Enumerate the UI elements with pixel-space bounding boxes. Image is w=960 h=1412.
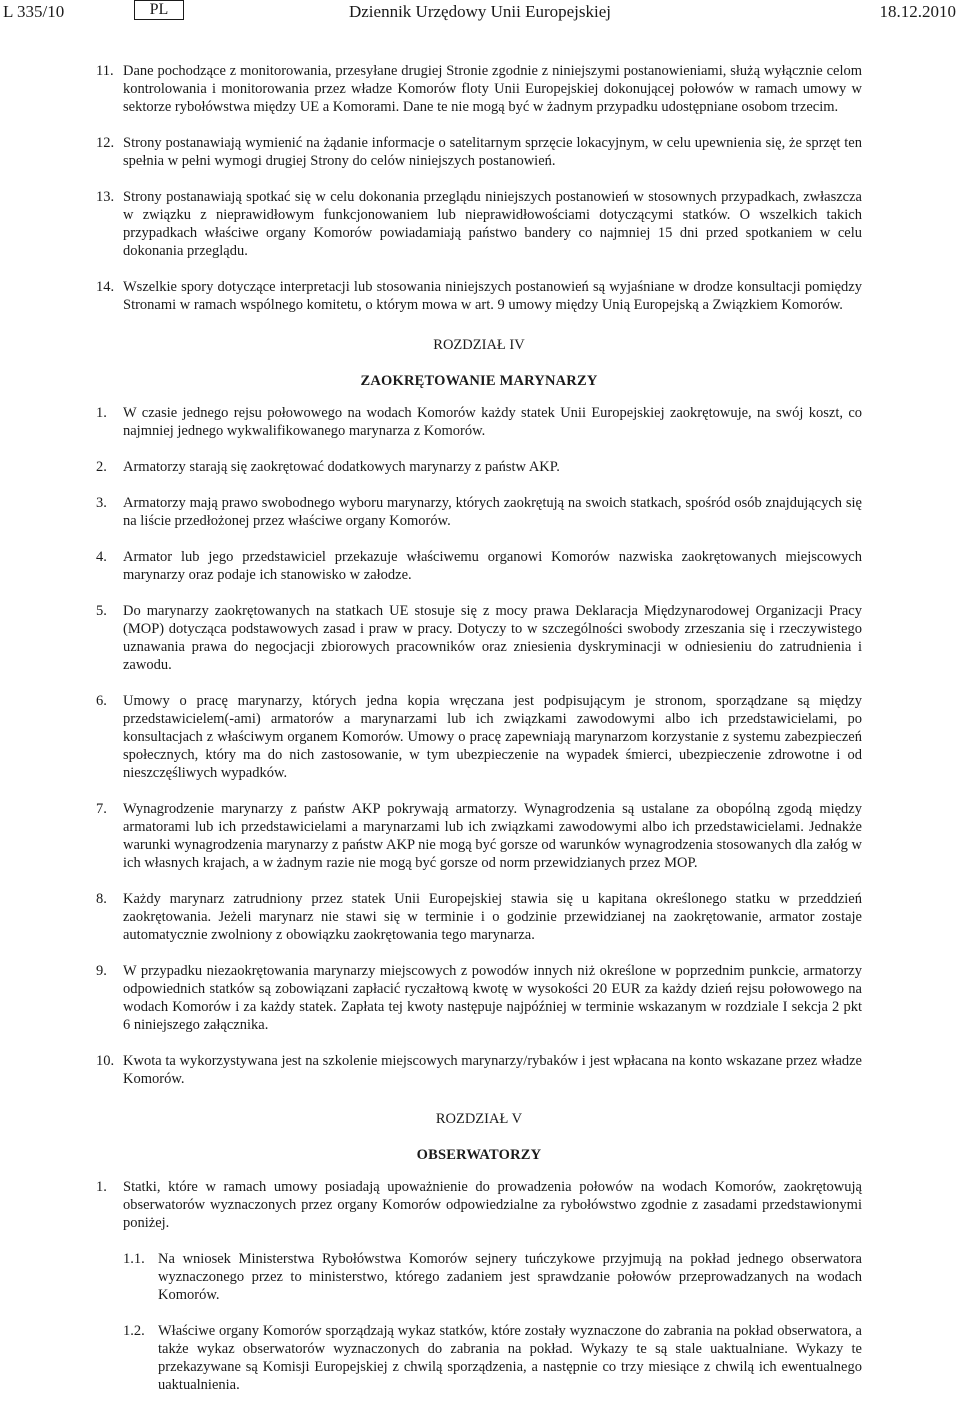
paragraph-number: 4. bbox=[96, 549, 107, 565]
paragraph bbox=[96, 692, 862, 782]
page-header bbox=[0, 0, 960, 26]
paragraph-text: Armatorzy starają się zaokrętować dodatkowych marynarzy z państw AKP. bbox=[123, 459, 560, 475]
paragraph-text: Armator lub jego przedstawiciel przekazuje właściwemu organowi Komorów nazwiska zaokrętowanych miejscowych marynarzy oraz podaje ich stanowisko w załodze. bbox=[123, 549, 862, 583]
chapter-5-subparagraphs bbox=[96, 1250, 862, 1394]
paragraph bbox=[96, 1052, 862, 1088]
paragraph bbox=[96, 602, 862, 674]
paragraph bbox=[96, 278, 862, 314]
paragraph bbox=[96, 1178, 862, 1232]
chapter-4-title: ZAOKRĘTOWANIE MARYNARZY bbox=[360, 373, 598, 389]
paragraph bbox=[96, 134, 862, 170]
publication-date: 18.12.2010 bbox=[879, 2, 956, 21]
paragraph-text: W czasie jednego rejsu połowowego na wodach Komorów każdy statek Unii Europejskiej zaokrętowuje, na swój koszt, co najmniej jednego wykwalifikowanego marynarza z Komorów. bbox=[123, 405, 862, 439]
top-paragraphs bbox=[96, 62, 862, 314]
paragraph bbox=[96, 890, 862, 944]
paragraph-number: 2. bbox=[96, 459, 107, 475]
paragraph-text: Wynagrodzenie marynarzy z państw AKP pokrywają armatorzy. Wynagrodzenia są ustalane za obopólną zgodą między armatorami lub ich przedstawicielami a marynarzami lub ich związkami zawodowymi albo ich przedstawicielami. Jednakże warunki wynagrodzenia marynarzy z państw AKP nie mogą być gorsze od warunków wynagrodzenia stosowanych dla załóg w ich własnych krajach, a w żadnym razie nie mogą być gorsze od norm przewidzianych przez MOP. bbox=[123, 801, 862, 871]
paragraph-number: 8. bbox=[96, 891, 107, 907]
paragraph-text: Dane pochodzące z monitorowania, przesyłane drugiej Stronie zgodnie z niniejszymi postanowieniami, służą wyłącznie celom kontrolowania i monitorowania przez władze Komorów floty Unii Europejskiej dokonującej połowów w ramach umowy w sektorze rybołówstwa między UE a Komorami. Dane te nie mogą być w żadnym przypadku udostępniane osobom trzecim. bbox=[123, 63, 862, 115]
paragraph-number: 10. bbox=[96, 1053, 115, 1069]
paragraph-text: Strony postanawiają wymienić na żądanie informacje o satelitarnym sprzęcie lokacyjnym, w celu upewnienia się, że sprzęt ten spełnia w pełni wymogi drugiej Strony do celów niniejszych postanowień. bbox=[123, 135, 862, 169]
paragraph-number: 1.2. bbox=[123, 1323, 145, 1339]
document-body bbox=[96, 62, 862, 1412]
chapter-4-paragraphs bbox=[96, 404, 862, 1088]
paragraph-text: Kwota ta wykorzystywana jest na szkolenie miejscowych marynarzy/rybaków i jest wpłacana na konto wskazane przez władze Komorów. bbox=[123, 1053, 862, 1087]
paragraph-number: 14. bbox=[96, 279, 115, 295]
paragraph-number: 1.1. bbox=[123, 1251, 145, 1267]
paragraph-number: 6. bbox=[96, 693, 107, 709]
paragraph-number: 7. bbox=[96, 801, 107, 817]
paragraph bbox=[96, 62, 862, 116]
chapter-5-title: OBSERWATORZY bbox=[416, 1147, 542, 1163]
chapter-5-paragraphs bbox=[96, 1178, 862, 1232]
paragraph bbox=[96, 458, 862, 476]
paragraph bbox=[96, 548, 862, 584]
paragraph bbox=[96, 800, 862, 872]
paragraph-number: 5. bbox=[96, 603, 107, 619]
journal-title: Dziennik Urzędowy Unii Europejskiej bbox=[348, 2, 611, 21]
paragraph-number: 9. bbox=[96, 963, 107, 979]
paragraph-number: 11. bbox=[96, 63, 114, 79]
paragraph-number: 1. bbox=[96, 1179, 107, 1195]
paragraph-text: Strony postanawiają spotkać się w celu dokonania przeglądu niniejszych postanowień w stosownych przypadkach, zwłaszcza w związku z nieprawidłowym funkcjonowaniem lub nieprawidłowościami dotyczącymi statków. O wszelkich takich przypadkach właściwe organy Komorów powiadamiają państwo bandery co najmniej 15 dni przed spotkaniem w celu dokonania przeglądu. bbox=[123, 189, 862, 259]
paragraph-text: Na wniosek Ministerstwa Rybołówstwa Komorów sejnery tuńczykowe przyjmują na pokład jednego obserwatora wyznaczonego przez to ministerstwo, którego zadaniem jest sprawdzanie połowów przeprowadzanych na wodach Komorów. bbox=[158, 1251, 862, 1303]
paragraph bbox=[96, 188, 862, 260]
paragraph bbox=[96, 404, 862, 440]
language-badge: PL bbox=[134, 0, 184, 20]
page-reference: L 335/10 bbox=[3, 2, 65, 21]
paragraph-text: W przypadku niezaokrętowania marynarzy miejscowych z powodów innych niż określone w poprzednim punkcie, armatorzy odpowiednich statków są zobowiązani zapłacić ryczałtową kwotę w wysokości 20 EUR za każdy dzień rejsu połowowego na wodach Komorów i za każdy statek. Zapłata tej kwoty następuje najpóźniej w terminie wskazanym w rozdziale I sekcja 2 pkt 6 niniejszego załącznika. bbox=[123, 963, 862, 1033]
paragraph-text: Do marynarzy zaokrętowanych na statkach UE stosuje się z mocy prawa Deklaracja Międzynarodowej Organizacji Pracy (MOP) dotycząca podstawowych zasad i praw w pracy. Dotyczy to w szczególności swobody zrzeszania się i rzeczywistego uznawania prawa do negocjacji zbiorowych pracowników oraz zniesienia dyskryminacji w odniesieniu do zatrudnienia i zawodu. bbox=[123, 603, 862, 673]
paragraph-text: Wszelkie spory dotyczące interpretacji lub stosowania niniejszych postanowień są wyjaśniane w drodze konsultacji pomiędzy Stronami w ramach wspólnego komitetu, o którym mowa w art. 9 umowy między Unią Europejską a Związkiem Komorów. bbox=[123, 279, 862, 313]
paragraph-number: 13. bbox=[96, 189, 115, 205]
paragraph-text: Umowy o pracę marynarzy, których jedna kopia wręczana jest podpisującym je stronom, sporządzane są między przedstawicielem(-ami) armatorów a marynarzami lub ich związkami zawodowymi albo ich przedstawicielami, po konsultacjach z właściwym organem Komorów. Umowy o pracę zapewniają marynarzom korzystanie z systemu zabezpieczeń społecznych, który ma do nich zastosowanie, w tym ubezpieczenie na wypadek śmierci, ubezpieczenie zdrowotne i od nieszczęśliwych wypadków. bbox=[123, 693, 862, 781]
paragraph-number: 12. bbox=[96, 135, 115, 151]
paragraph-text: Każdy marynarz zatrudniony przez statek Unii Europejskiej stawia się u kapitana określonego statku w przeddzień zaokrętowania. Jeżeli marynarz nie stawi się w terminie i o godzinie przewidzianej na zaokrętowanie, armator zostaje automatycznie zwolniony z obowiązku zaokrętowania tego marynarza. bbox=[123, 891, 862, 943]
paragraph-text: Właściwe organy Komorów sporządzają wykaz statków, które zostały wyznaczone do zabrania na pokład obserwatora, a także wykaz obserwatorów wyznaczonych do zabrania na pokład. Wykazy te są stale uaktualniane. Wykazy te przekazywane są Komisji Europejskiej z chwilą sporządzenia, a następnie co trzy miesiące z chwilą ich ewentualnego uaktualnienia. bbox=[158, 1323, 862, 1393]
paragraph bbox=[96, 1322, 862, 1394]
chapter-5-label: ROZDZIAŁ V bbox=[435, 1111, 523, 1127]
paragraph-text: Statki, które w ramach umowy posiadają upoważnienie do prowadzenia połowów na wodach Komorów, zaokrętowują obserwatorów wyznaczonych przez organy Komorów odpowiedzialne za rybołówstwo zgodnie z zasadami przedstawionymi poniżej. bbox=[123, 1179, 862, 1231]
paragraph bbox=[96, 962, 862, 1034]
paragraph-number: 1. bbox=[96, 405, 107, 421]
paragraph bbox=[96, 494, 862, 530]
paragraph bbox=[96, 1250, 862, 1304]
chapter-4-label: ROZDZIAŁ IV bbox=[433, 337, 525, 353]
paragraph-text: Armatorzy mają prawo swobodnego wyboru marynarzy, których zaokrętują na swoich statkach, spośród osób znajdujących się na liście przedłożonej przez właściwe organy Komorów. bbox=[123, 495, 862, 529]
paragraph-number: 3. bbox=[96, 495, 107, 511]
